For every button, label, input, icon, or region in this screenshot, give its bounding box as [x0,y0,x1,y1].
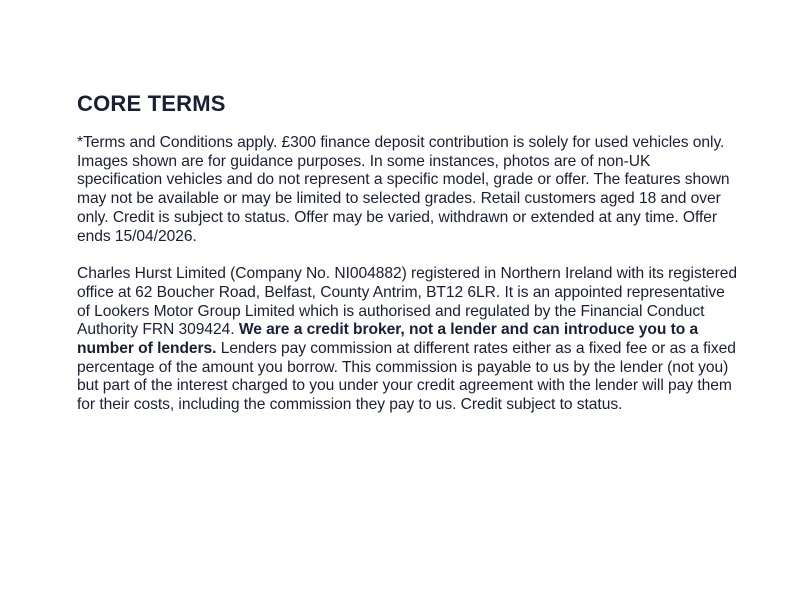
credit-broker-statement: We are a credit broker, not a lender and can introduce you to a number of lenders. [77,321,699,358]
terms-paragraph: *Terms and Conditions apply. £300 finance deposit contribution is solely for used vehicles only. Images shown are for guidance purposes. In some instances, photos are of non-UK specification vehicles and do not represent a specific model, grade or offer. The features shown may not be available or may be limited to selected grades. Retail customers aged 18 and over only. Credit is subject to status. Offer may be varied, withdrawn or extended at any time. Offer ends 15/04/2026. [77,134,730,245]
company-disclosure-paragraph [77,265,737,415]
commission-disclosure-text: Lenders pay commission at different rates either as a fixed fee or as a fixed percentage of the amount you borrow. This commission is payable to us by the lender (not you) but part of the interest charged to you under your credit agreement with the lender will pay them for their costs, including the commission they pay to us. Credit subject to status. [77,340,736,414]
company-disclosure-text: Charles Hurst Limited (Company No. NI004882) registered in Northern Ireland with its registered office at 62 Boucher Road, Belfast, County Antrim, BT12 6LR. It is an appointed representative of Lookers Motor Group Limited which is authorised and regulated by the Financial Conduct Authority FRN 309424. [77,265,738,339]
core-terms-section [77,90,737,415]
section-heading: CORE TERMS [77,91,226,116]
